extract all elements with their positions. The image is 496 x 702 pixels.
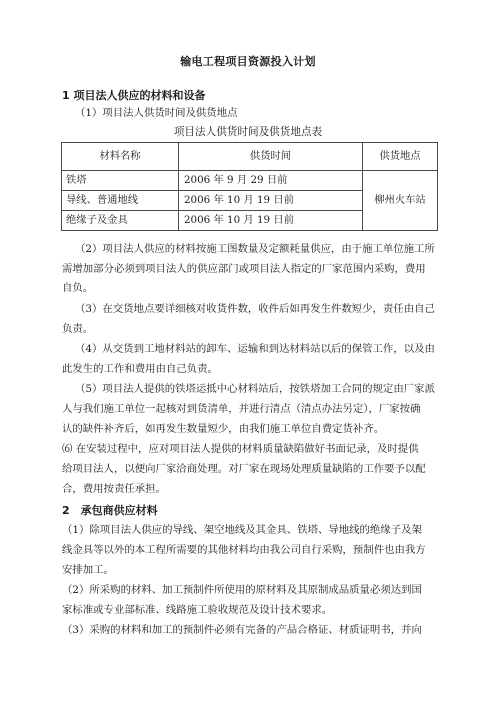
paragraph-line: （3）在交货地点要详细核对收货件数，收件后如再发生件数短少，责任由自己 (75, 303, 435, 315)
cell-location: 柳州火车站 (363, 171, 438, 231)
paragraph-line: 负责。 (62, 323, 94, 335)
paragraph-line: 线金具等以外的本工程所需要的其他材料均由我公司自行采购，预制件也由我方 (62, 544, 426, 556)
paragraph-line: 人与我们施工单位一起核对到货清单，并进行清点（清点办法另定），厂家按确 (62, 403, 421, 415)
section-1-heading: 1 项目法人供应的材料和设备 (62, 89, 206, 102)
header-time: 供货时间 (179, 143, 363, 171)
paragraph-line: 家标准或专业部标准、线路施工验收规范及设计技术要求。 (62, 604, 333, 616)
cell-material: 绝缘子及金具 (62, 211, 179, 231)
cell-material: 导线、普通地线 (62, 191, 179, 211)
cell-time: 2006 年 10 月 19 日前 (179, 191, 363, 211)
paragraph-line: （3）采购的材料和加工的预制件必须有完备的产品合格证、材质证明书，并向 (62, 624, 422, 636)
paragraph-line: 给项目法人，以便向厂家洽商处理。对厂家在现场处理质量缺陷的工作要予以配 (62, 463, 426, 475)
header-material: 材料名称 (62, 143, 179, 171)
section-1-sub-1: （1）项目法人供货时间及供货地点 (75, 107, 238, 119)
paragraph-line: 此发生的工作和费用由自己负责。 (62, 363, 218, 375)
table-header-row (62, 143, 438, 171)
header-location: 供货地点 (363, 143, 438, 171)
cell-material: 铁塔 (62, 171, 179, 191)
table-row (62, 171, 438, 191)
paragraph-line: （5）项目法人提供的铁塔运抵中心材料站后，按铁塔加工合同的规定由厂家派 (75, 383, 435, 395)
table-caption: 项目法人供货时间及供货地点表 (173, 126, 323, 138)
cell-time: 2006 年 9 月 29 日前 (179, 171, 363, 191)
section-2-heading: 2 承包商供应材料 (62, 504, 158, 517)
paragraph-line: （1）除项目法人供应的导线、架空地线及其金具、铁塔、导地线的绝缘子及架 (62, 524, 422, 536)
paragraph-line: 合，费用按责任承担。 (62, 483, 166, 495)
document-title: 输电工程项目资源投入计划 (180, 55, 316, 68)
paragraph-line: （4）从交货到工地材料站的卸车、运输和到达材料站以后的保管工作，以及由 (75, 343, 435, 355)
paragraph-line: （2）项目法人供应的材料按施工图数量及定额耗量供应，由于施工单位施工所 (75, 243, 435, 255)
paragraph-line: ⑹ 在安装过程中，应对项目法人提供的材料质量缺陷做好书面记录，及时提供 (62, 443, 419, 455)
supply-table (61, 142, 438, 231)
cell-time: 2006 年 10 月 19 日前 (179, 211, 363, 231)
paragraph-line: 需增加部分必须到项目法人的供应部门或项目法人指定的厂家范围内采购，费用 (62, 263, 426, 275)
paragraph-line: 安排加工。 (62, 564, 114, 576)
paragraph-line: 认的缺件补齐后，如再发生数量短少，由我们施工单位自费定货补齐。 (62, 423, 385, 435)
paragraph-line: 自负。 (62, 282, 94, 294)
paragraph-line: （2）所采购的材料、加工预制件所使用的原材料及其原制成品质量必须达到国 (62, 584, 422, 596)
